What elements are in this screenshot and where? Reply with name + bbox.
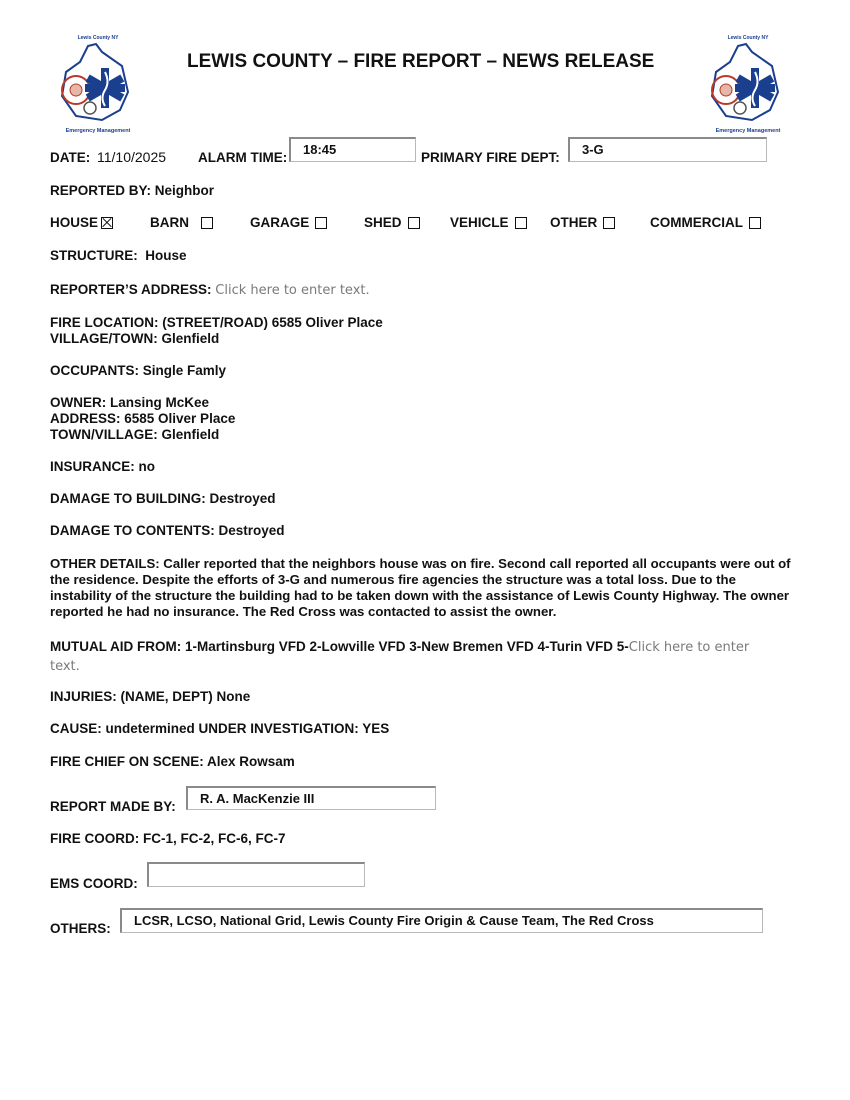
checkbox-house[interactable] bbox=[50, 215, 113, 230]
reporter-address-field[interactable]: Click here to enter text. bbox=[215, 283, 370, 298]
logo-top-text: Lewis County NY bbox=[77, 35, 119, 41]
occupants: OCCUPANTS: Single Famly bbox=[50, 363, 227, 378]
damage-to-building: DAMAGE TO BUILDING: Destroyed bbox=[50, 491, 276, 506]
checkbox-label: COMMERCIAL bbox=[650, 215, 743, 230]
checkbox-label: HOUSE bbox=[50, 215, 99, 230]
owner-block bbox=[50, 395, 800, 443]
checkbox-empty-icon[interactable] bbox=[408, 217, 420, 229]
damage-to-contents: DAMAGE TO CONTENTS: Destroyed bbox=[50, 523, 285, 538]
checkbox-label: BARN bbox=[150, 215, 189, 230]
mutual-aid-field-continued[interactable]: text. bbox=[50, 659, 80, 674]
checkbox-other[interactable] bbox=[550, 215, 615, 230]
fire-coord: FIRE COORD: FC-1, FC-2, FC-6, FC-7 bbox=[50, 831, 286, 846]
village-town: VILLAGE/TOWN: Glenfield bbox=[50, 331, 220, 346]
page-title: LEWIS COUNTY – FIRE REPORT – NEWS RELEASE bbox=[187, 51, 655, 72]
report-made-by-field[interactable]: R. A. MacKenzie III bbox=[186, 786, 436, 810]
owner-town: TOWN/VILLAGE: Glenfield bbox=[50, 427, 220, 442]
structure-value[interactable]: House bbox=[145, 248, 187, 263]
reporter-address-line bbox=[50, 282, 370, 298]
cause: CAUSE: undetermined UNDER INVESTIGATION: YES bbox=[50, 721, 390, 736]
checkbox-commercial[interactable] bbox=[650, 215, 761, 230]
checkbox-label: VEHICLE bbox=[450, 215, 509, 230]
mutual-aid-block bbox=[50, 638, 800, 676]
checkbox-shed[interactable] bbox=[364, 215, 420, 230]
checkbox-label: SHED bbox=[364, 215, 402, 230]
checkbox-checked-icon[interactable] bbox=[101, 217, 113, 229]
owner-address: ADDRESS: 6585 Oliver Place bbox=[50, 411, 236, 426]
structure-line bbox=[50, 248, 187, 263]
checkbox-empty-icon[interactable] bbox=[201, 217, 213, 229]
alarm-time-label: ALARM TIME: bbox=[198, 150, 288, 165]
structure-label: STRUCTURE: bbox=[50, 248, 138, 263]
injuries: INJURIES: (NAME, DEPT) None bbox=[50, 689, 251, 704]
fire-location-block bbox=[50, 315, 800, 347]
logo-right bbox=[700, 32, 795, 137]
ems-coord-field[interactable] bbox=[147, 862, 365, 887]
other-details: OTHER DETAILS: Caller reported that the neighbors house was on fire. Second call reported all occupants were out of the residence. Despite the efforts of 3-G and numerous fire agencies the structure was a total loss. Due to the instability of the structure the building had to be taken down with the assistance of Lewis County Highway. The owner reported he had no insurance. The Red Cross was contacted to assist the owner. bbox=[50, 556, 791, 619]
logo-bottom-text: Emergency Management bbox=[65, 128, 131, 134]
checkbox-empty-icon[interactable] bbox=[315, 217, 327, 229]
mutual-aid: MUTUAL AID FROM: 1-Martinsburg VFD 2-Lowville VFD 3-New Bremen VFD 4-Turin VFD 5- bbox=[50, 639, 629, 654]
checkbox-vehicle[interactable] bbox=[450, 215, 527, 230]
reporter-address-label: REPORTER’S ADDRESS: bbox=[50, 282, 212, 297]
primary-dept-field[interactable]: 3-G bbox=[568, 137, 767, 162]
others-label: OTHERS: bbox=[50, 921, 111, 936]
checkbox-garage[interactable] bbox=[250, 215, 327, 230]
logo-bottom-text: Emergency Management bbox=[715, 128, 781, 134]
date-value[interactable]: 11/10/2025 bbox=[97, 149, 167, 165]
insurance: INSURANCE: no bbox=[50, 459, 155, 474]
mutual-aid-field[interactable]: Click here to enter bbox=[628, 640, 750, 655]
logo-top-text: Lewis County NY bbox=[727, 35, 769, 41]
ems-coord-label: EMS COORD: bbox=[50, 876, 138, 891]
checkbox-barn[interactable] bbox=[150, 215, 213, 230]
report-made-by-label: REPORT MADE BY: bbox=[50, 799, 176, 814]
checkbox-label: OTHER bbox=[550, 215, 598, 230]
checkbox-empty-icon[interactable] bbox=[603, 217, 615, 229]
alarm-time-field[interactable]: 18:45 bbox=[289, 137, 416, 162]
checkbox-label: GARAGE bbox=[250, 215, 310, 230]
others-field[interactable]: LCSR, LCSO, National Grid, Lewis County Fire Origin & Cause Team, The Red Cross bbox=[120, 908, 763, 933]
owner: OWNER: Lansing McKee bbox=[50, 395, 210, 410]
primary-dept-label: PRIMARY FIRE DEPT: bbox=[421, 150, 560, 165]
checkbox-empty-icon[interactable] bbox=[749, 217, 761, 229]
logo-left bbox=[50, 32, 145, 137]
fire-location: FIRE LOCATION: (STREET/ROAD) 6585 Oliver Place bbox=[50, 315, 383, 330]
fire-chief: FIRE CHIEF ON SCENE: Alex Rowsam bbox=[50, 754, 295, 769]
reported-by: REPORTED BY: Neighbor bbox=[50, 183, 215, 198]
date-label: DATE: bbox=[50, 150, 91, 165]
checkbox-empty-icon[interactable] bbox=[515, 217, 527, 229]
